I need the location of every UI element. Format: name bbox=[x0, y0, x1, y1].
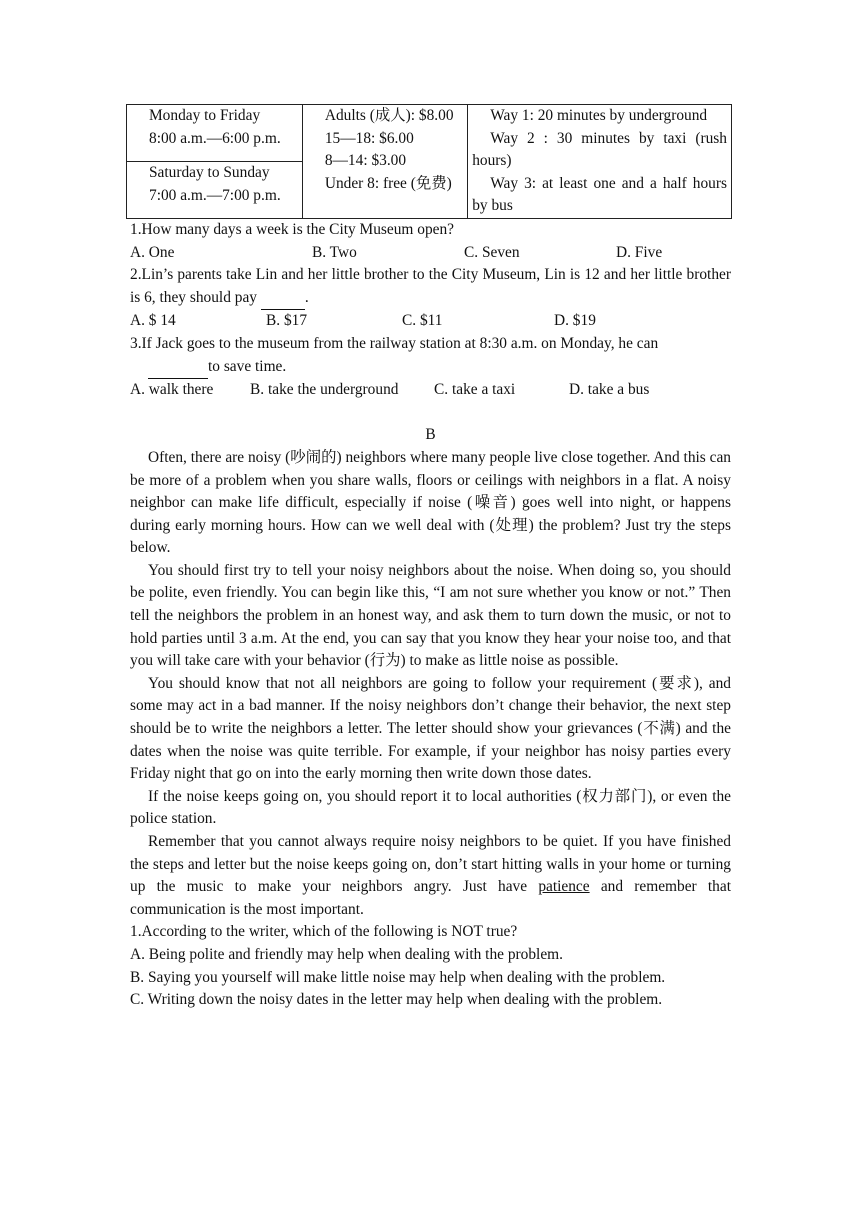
weekday-hours-cell bbox=[127, 105, 303, 162]
option-a: A. walk there bbox=[130, 381, 214, 399]
answer-blank bbox=[148, 356, 208, 380]
price-adults: Adults (成人): $8.00 bbox=[324, 107, 454, 124]
option-b: B. $17 bbox=[266, 312, 308, 330]
question-3-end: to save time. bbox=[208, 357, 287, 375]
passage-paragraph bbox=[130, 831, 731, 921]
question-2-options bbox=[130, 310, 731, 333]
option-a: A. One bbox=[130, 243, 175, 261]
question-1-options bbox=[130, 242, 731, 265]
spacer bbox=[130, 402, 731, 425]
document-page bbox=[130, 104, 731, 1012]
option-b: B. Saying you yourself will make little noise may help when dealing with the problem. bbox=[130, 968, 666, 986]
answer-blank bbox=[261, 287, 305, 311]
price-under8: Under 8: free (免费) bbox=[324, 174, 452, 192]
passage-paragraph: If the noise keeps going on, you should report it to local authorities (权力部门), or even the police station. bbox=[130, 787, 731, 828]
underlined-word: patience bbox=[538, 878, 590, 896]
paragraph-text: and remember that communication is the most important. bbox=[130, 878, 731, 918]
question-3-stem-line2 bbox=[130, 356, 731, 380]
question-2-stem bbox=[130, 264, 731, 310]
option-b: B. Two bbox=[312, 243, 357, 261]
way-2: Way 2 : 30 minutes by taxi (rush hours) bbox=[472, 129, 727, 170]
passage-paragraph: You should first try to tell your noisy neighbors about the noise. When doing so, you should be polite, even friendly. You can begin like this, “I am not sure whether you know or not.” Then tell the neighbors the problem in an honest way, and ask them to turn down the music, or not to hold parties until 3 a.m. At the end, you can say that you know they hear your noise too, and that you will take care with your behavior (行为) to make as little noise as possible. bbox=[130, 561, 731, 670]
weekend-time: 7:00 a.m.—7:00 p.m. bbox=[149, 186, 281, 204]
question-2-text: 2.Lin’s parents take Lin and her little brother to the City Museum, Lin is 12 and her little brother is 6, they should pay bbox=[130, 266, 731, 306]
option-d: D. take a bus bbox=[569, 381, 650, 399]
option-c: C. $11 bbox=[402, 312, 443, 330]
way-1: Way 1: 20 minutes by underground bbox=[490, 107, 708, 124]
question-1-stem: 1.How many days a week is the City Museum open? bbox=[130, 220, 454, 238]
option-b: B. take the underground bbox=[250, 381, 399, 399]
price-child: 8—14: $3.00 bbox=[324, 152, 407, 170]
price-teen: 15—18: $6.00 bbox=[324, 129, 414, 147]
weekend-label: Saturday to Sunday bbox=[149, 163, 270, 181]
museum-info-table bbox=[126, 104, 732, 219]
weekend-hours-cell bbox=[127, 161, 303, 218]
way-3: Way 3: at least one and a half hours by bus bbox=[472, 174, 727, 215]
question-2-end: . bbox=[304, 288, 309, 306]
question-b1-stem: 1.According to the writer, which of the following is NOT true? bbox=[130, 923, 518, 941]
weekday-label: Monday to Friday bbox=[149, 107, 261, 124]
prices-cell bbox=[302, 105, 467, 219]
option-d: D. Five bbox=[616, 243, 663, 261]
passage-paragraph: You should know that not all neighbors are going to follow your requirement (要求), and some may act in a bad manner. If the noisy neighbors don’t change their behavior, the next step should be to write the neighbors a letter. The letter should show your grievances (不满) and the dates when the noise was quite terrible. For example, if your neighbor has noisy parties every Friday night that go on into the early morning then write down those dates. bbox=[130, 674, 731, 783]
option-c: C. take a taxi bbox=[434, 381, 516, 399]
section-heading: B bbox=[425, 426, 436, 444]
option-a: A. $ 14 bbox=[130, 312, 176, 330]
ways-cell bbox=[468, 105, 732, 219]
question-3-stem: 3.If Jack goes to the museum from the railway station at 8:30 a.m. on Monday, he can bbox=[130, 334, 659, 352]
passage-paragraph: Often, there are noisy (吵闹的) neighbors where many people live close together. And this can be more of a problem when you share walls, floors or ceilings with neighbors in a flat. A noisy neighbor can make life difficult, especially if noise (噪音) goes well into night, or happens during early morning hours. How can we well deal with (处理) the problem? Just try the steps below. bbox=[130, 448, 731, 557]
weekday-time: 8:00 a.m.—6:00 p.m. bbox=[149, 129, 281, 147]
option-d: D. $19 bbox=[554, 312, 596, 330]
question-3-options bbox=[130, 379, 731, 402]
option-a: A. Being polite and friendly may help when dealing with the problem. bbox=[130, 945, 563, 963]
option-c: C. Seven bbox=[464, 243, 520, 261]
option-c: C. Writing down the noisy dates in the letter may help when dealing with the problem. bbox=[130, 991, 663, 1009]
paragraph-text: Remember that you cannot always require noisy neighbors to be quiet. If you have finished the steps and letter but the noise keeps going on, don’t start hitting walls in your home or turning up the music to make your neighbors angry. Just have bbox=[130, 833, 731, 896]
